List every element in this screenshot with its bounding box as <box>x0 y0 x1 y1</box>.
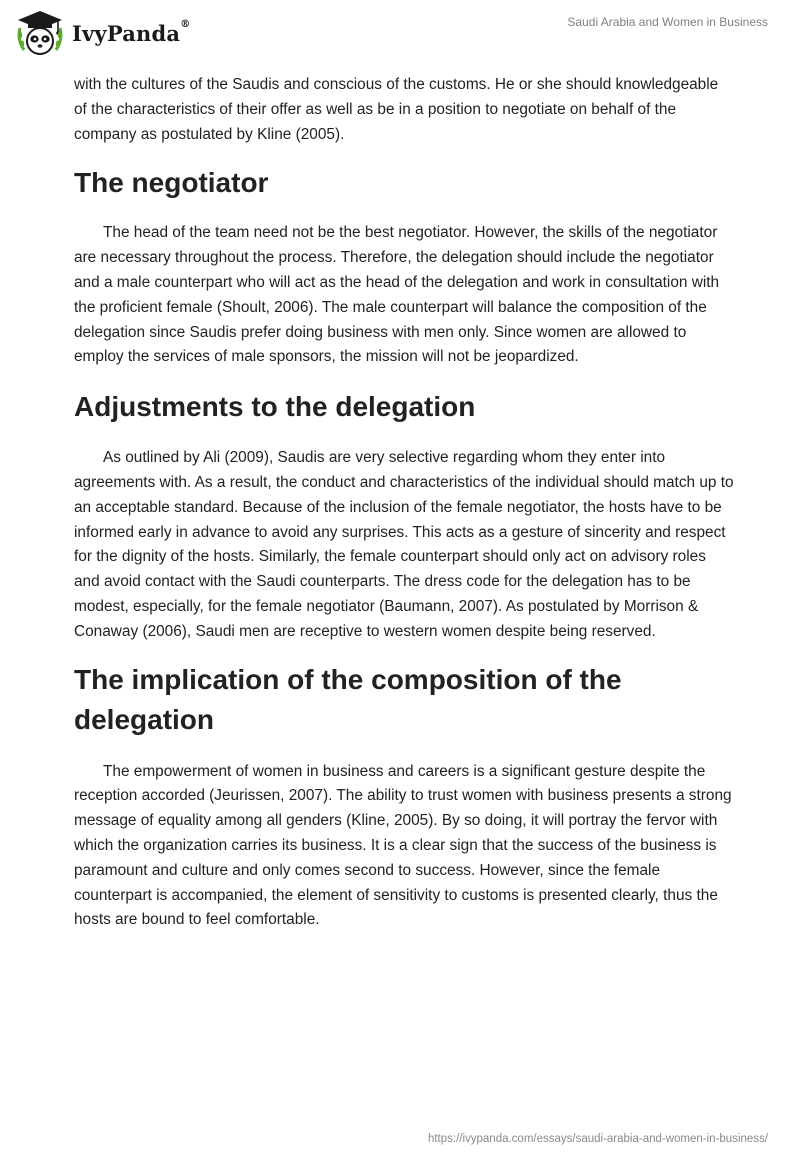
ivypanda-logo[interactable] <box>14 8 190 58</box>
document-title: Saudi Arabia and Women in Business <box>567 15 768 29</box>
paragraph-adjustments: As outlined by Ali (2009), Saudis are very selective regarding whom they enter into agreements with. As a result, the conduct and characteristics of the individual should match up to an acceptable standard. Because of the inclusion of the female negotiator, the hosts have to be informed early in advance to avoid any surprises. This acts as a gesture of sincerity and respect for the dignity of the hosts. Similarly, the female counterpart should only act on advisory roles and avoid contact with the Saudi counterparts. The dress code for the delegation has to be modest, especially, for the female negotiator (Baumann, 2007). As postulated by Morrison & Conaway (2006), Saudi men are receptive to western women despite being reserved. <box>74 449 734 640</box>
page-header <box>0 0 800 66</box>
paragraph-continued: with the cultures of the Saudis and conscious of the customs. He or she should knowledgeable of the characteristics of their offer as well as be in a position to negotiate on behalf of the company as postulated by Kline (2005). <box>74 76 719 143</box>
brand-name: IvyPanda® <box>72 18 191 46</box>
heading-adjustments: Adjustments to the delegation <box>74 391 476 423</box>
paragraph-negotiator: The head of the team need not be the best negotiator. However, the skills of the negotiator are necessary throughout the process. Therefore, the delegation should include the negotiator and a male counterpart who will act as the head of the delegation and work in consultation with the proficient female (Shoult, 2006). The male counterpart will balance the composition of the delegation since Saudis prefer doing business with men only. Since women are allowed to employ the services of male sponsors, the mission will not be jeopardized. <box>74 224 720 366</box>
source-url[interactable]: https://ivypanda.com/essays/saudi-arabia-and-women-in-business/ <box>427 1133 768 1145</box>
heading-implication: The implication of the composition of the delegation <box>74 663 622 735</box>
heading-negotiator: The negotiator <box>74 167 269 199</box>
paragraph-implication: The empowerment of women in business and careers is a significant gesture despite the reception accorded (Jeurissen, 2007). The ability to trust women with business presents a strong message of equality among all genders (Kline, 2005). By so doing, it will portray the fervor with which the organization carries its business. It is a clear sign that the success of the business is paramount and culture and only comes second to success. However, since the female counterpart is accompanied, the element of sensitivity to customs is presented clearly, thus the hosts are bound to feel comfortable. <box>74 762 732 929</box>
panda-graduate-icon <box>14 8 66 58</box>
essay-body <box>74 70 734 933</box>
